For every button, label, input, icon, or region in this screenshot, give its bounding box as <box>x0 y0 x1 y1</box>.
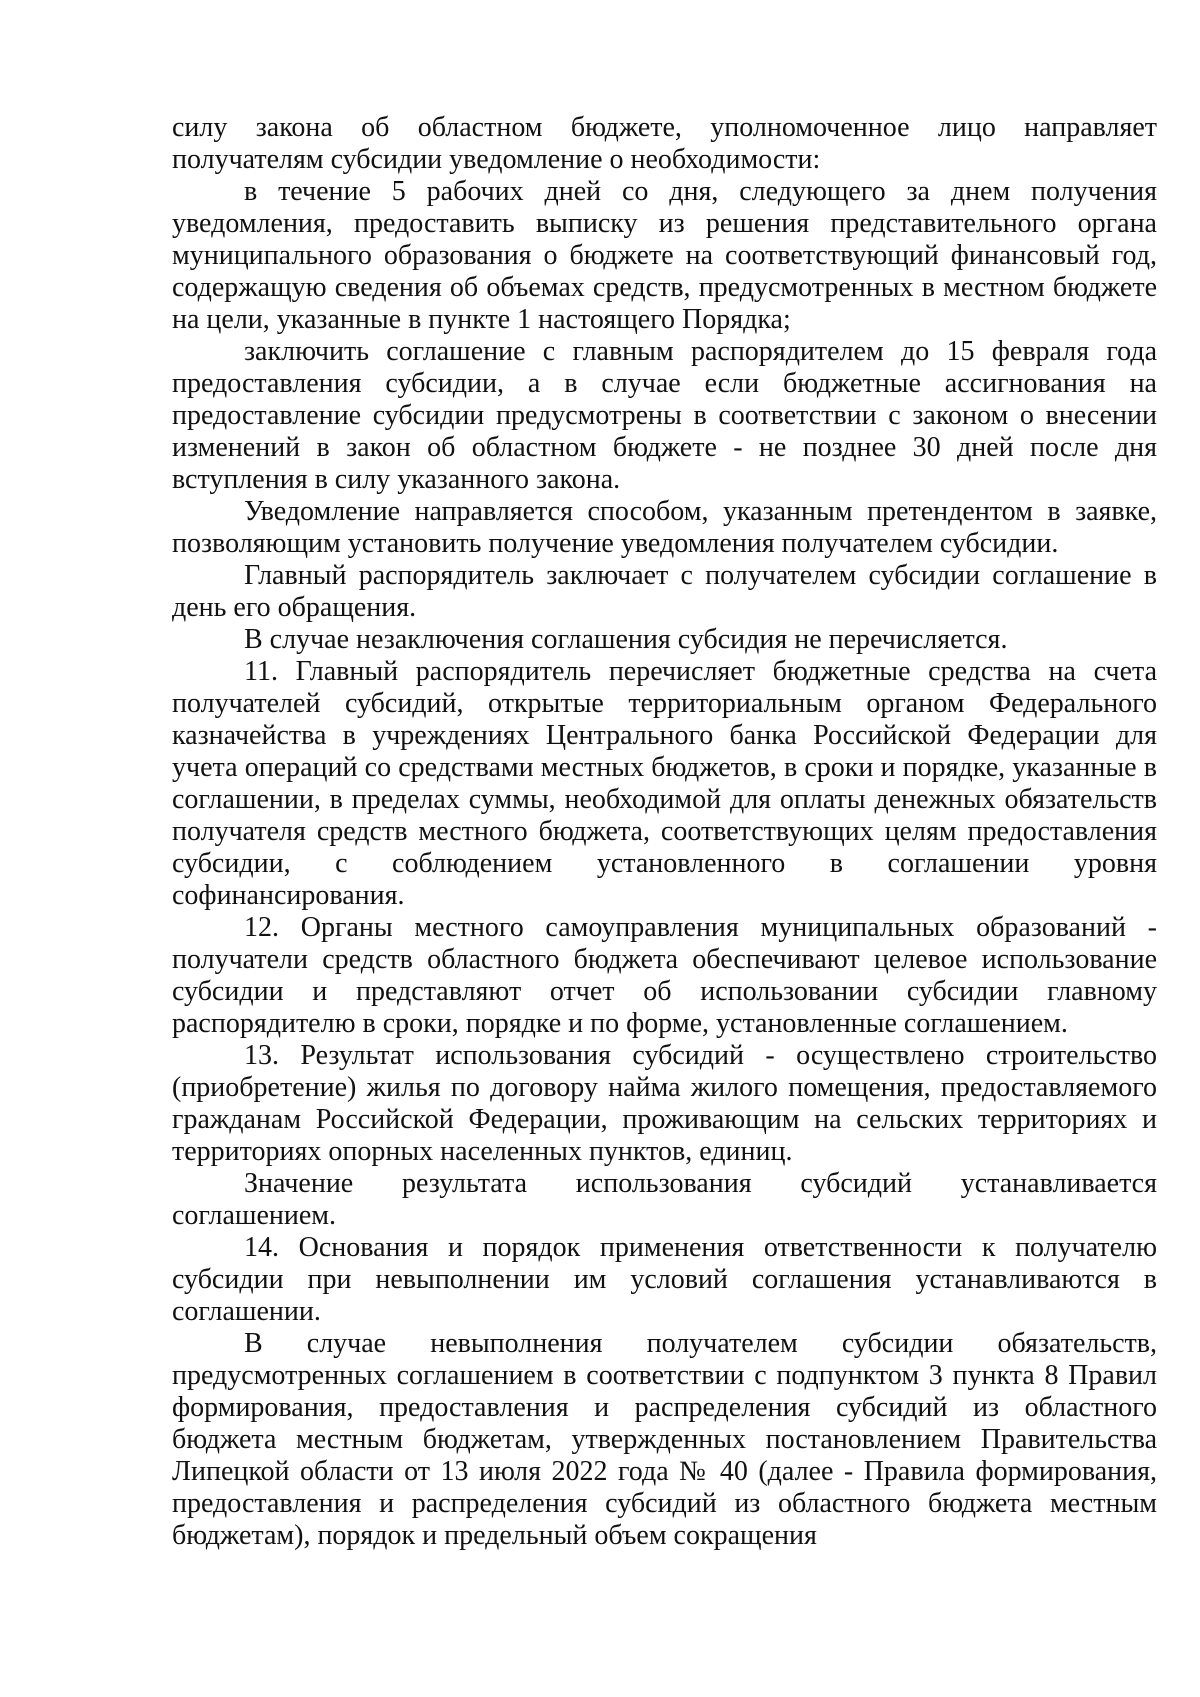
paragraph-continuation: силу закона об областном бюджете, уполномоченное лицо направляет получателям субсидии уведомление о необходимости: <box>172 112 1157 175</box>
document-body <box>172 112 1157 1552</box>
paragraph-notice-item-1: в течение 5 рабочих дней со дня, следующего за днем получения уведомления, предоставить выписку из решения представительного органа муниципального образования о бюджете на соответствующий финансовый год, содержащую сведения об объемах средств, предусмотренных в местном бюджете на цели, указанные в пункте 1 настоящего Порядка; <box>172 176 1157 335</box>
paragraph-clause-12: 12. Органы местного самоуправления муниципальных образований - получатели средств областного бюджета обеспечивают целевое использование субсидии и представляют отчет об использовании субсидии главному распорядителю в сроки, порядке и по форме, установленные соглашением. <box>172 912 1157 1039</box>
paragraph-clause-11: 11. Главный распорядитель перечисляет бюджетные средства на счета получателей субсидий, открытые территориальным органом Федерального казначейства в учреждениях Центрального банка Российской Федерации для учета операций со средствами местных бюджетов, в сроки и порядке, указанные в соглашении, в пределах суммы, необходимой для оплаты денежных обязательств получателя средств местного бюджета, соответствующих целям предоставления субсидии, с соблюдением установленного в соглашении уровня софинансирования. <box>172 656 1157 911</box>
paragraph-clause-14: 14. Основания и порядок применения ответственности к получателю субсидии при невыполнении им условий соглашения устанавливаются в соглашении. <box>172 1232 1157 1327</box>
paragraph-notice-method: Уведомление направляется способом, указанным претендентом в заявке, позволяющим установить получение уведомления получателем субсидии. <box>172 496 1157 559</box>
paragraph-non-fulfillment: В случае невыполнения получателем субсидии обязательств, предусмотренных соглашением в соответствии с подпунктом 3 пункта 8 Правил формирования, предоставления и распределения субсидий из областного бюджета местным бюджетам, утвержденных постановлением Правительства Липецкой области от 13 июля 2022 года № 40 (далее - Правила формирования, предоставления и распределения субсидий из областного бюджета местным бюджетам), порядок и предельный объем сокращения <box>172 1328 1157 1551</box>
paragraph-clause-13: 13. Результат использования субсидий - осуществлено строительство (приобретение) жилья по договору найма жилого помещения, предоставляемого гражданам Российской Федерации, проживающим на сельских территориях и территориях опорных населенных пунктов, единиц. <box>172 1040 1157 1167</box>
paragraph-result-value: Значение результата использования субсидий устанавливается соглашением. <box>172 1168 1157 1231</box>
paragraph-agreement-conclusion: Главный распорядитель заключает с получателем субсидии соглашение в день его обращения. <box>172 560 1157 623</box>
paragraph-notice-item-2: заключить соглашение с главным распорядителем до 15 февраля года предоставления субсидии, а в случае если бюджетные ассигнования на предоставление субсидии предусмотрены в соответствии с законом о внесении изменений в закон об областном бюджете - не позднее 30 дней после дня вступления в силу указанного закона. <box>172 336 1157 495</box>
paragraph-no-agreement: В случае незаключения соглашения субсидия не перечисляется. <box>244 624 1008 655</box>
